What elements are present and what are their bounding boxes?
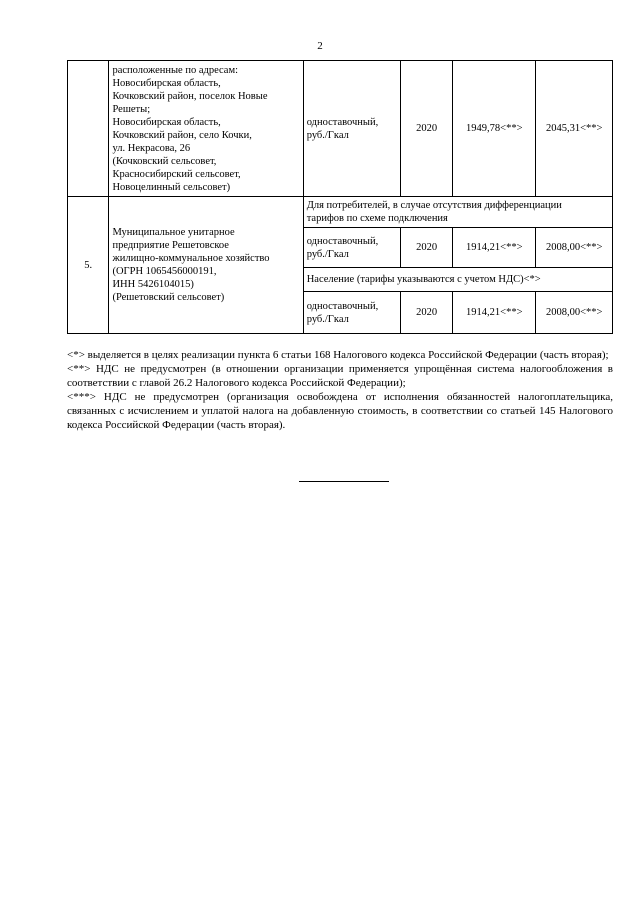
- cell-text-line: руб./Гкал: [306, 248, 349, 260]
- cell-text-line: руб./Гкал: [306, 129, 349, 141]
- cell-text-line: одноставочный,: [306, 116, 379, 128]
- cell-text-line: Кочковский район, поселок Новые: [112, 90, 268, 102]
- cell-text-line: ул. Некрасова, 26: [112, 142, 191, 154]
- tariff-unit-cell: [303, 292, 400, 334]
- cell-text-line: (ОГРН 1065456000191,: [112, 266, 217, 277]
- table-row: [68, 197, 613, 228]
- cell-text-line: расположенные по адресам:: [112, 64, 239, 76]
- tariff-value-cell: 2045,31<**>: [536, 61, 613, 197]
- cell-text-line: Муниципальное унитарное: [112, 227, 235, 238]
- row-number-cell: 5.: [68, 197, 109, 334]
- footnotes: [67, 348, 613, 432]
- cell-text-line: руб./Гкал: [306, 313, 349, 325]
- cell-text-line: (Решетовский сельсовет): [112, 292, 225, 303]
- cell-text-line: Для потребителей, в случае отсутствия дифференциации: [306, 200, 562, 211]
- population-section-header: Население (тарифы указываются с учетом НДС)<*>: [303, 268, 612, 292]
- table-row: [68, 61, 613, 197]
- tariff-value-cell: 1949,78<**>: [453, 61, 536, 197]
- cell-text-line: Новосибирская область,: [112, 116, 221, 128]
- end-divider: [299, 481, 389, 482]
- footnote: <**> НДС не предусмотрен (в отношении организации применяется упрощённая система налогообложения в соответствии с главой 26.2 Налогового кодекса Российской Федерации);: [67, 363, 613, 389]
- page-number: 2: [317, 40, 323, 52]
- footnote: <*> выделяется в целях реализации пункта 6 статьи 168 Налогового кодекса Российской Федерации (часть вторая);: [67, 349, 609, 361]
- tariff-unit-cell: [303, 228, 400, 268]
- tariff-value-cell: 1914,21<**>: [453, 292, 536, 334]
- cell-text-line: ИНН 5426104015): [112, 279, 194, 290]
- cell-text-line: Красносибирский сельсовет,: [112, 168, 241, 180]
- cell-text-line: жилищно-коммунальное хозяйство: [112, 253, 270, 264]
- cell-text-line: одноставочный,: [306, 300, 379, 312]
- tariff-value-cell: 1914,21<**>: [453, 228, 536, 268]
- year-cell: 2020: [401, 228, 453, 268]
- footnote: <***> НДС не предусмотрен (организация освобождена от исполнения обязанностей налогоплательщика, связанных с исчислением и уплатой налога на добавленную стоимость, в соответствии со статьей 145 Налогового кодекса Российской Федерации (часть вторая).: [67, 391, 613, 431]
- year-cell: 2020: [401, 292, 453, 334]
- cell-text-line: Новоцелинный сельсовет): [112, 181, 231, 193]
- tariff-value-cell: 2008,00<**>: [536, 228, 613, 268]
- cell-text-line: Решеты;: [112, 103, 151, 115]
- cell-text-line: Новосибирская область,: [112, 77, 221, 89]
- consumer-section-header: [303, 197, 612, 228]
- organization-cell: [109, 61, 303, 197]
- organization-cell: [109, 197, 303, 334]
- cell-text-line: тарифов по схеме подключения: [306, 213, 448, 224]
- tariff-unit-cell: [303, 61, 400, 197]
- cell-text-line: Кочковский район, село Кочки,: [112, 129, 252, 141]
- tariff-value-cell: 2008,00<**>: [536, 292, 613, 334]
- cell-text-line: одноставочный,: [306, 235, 379, 247]
- cell-text-line: (Кочковский сельсовет,: [112, 155, 217, 167]
- row-number-cell: [68, 61, 109, 197]
- tariff-table: [67, 60, 613, 334]
- year-cell: 2020: [401, 61, 453, 197]
- cell-text-line: предприятие Решетовское: [112, 240, 229, 251]
